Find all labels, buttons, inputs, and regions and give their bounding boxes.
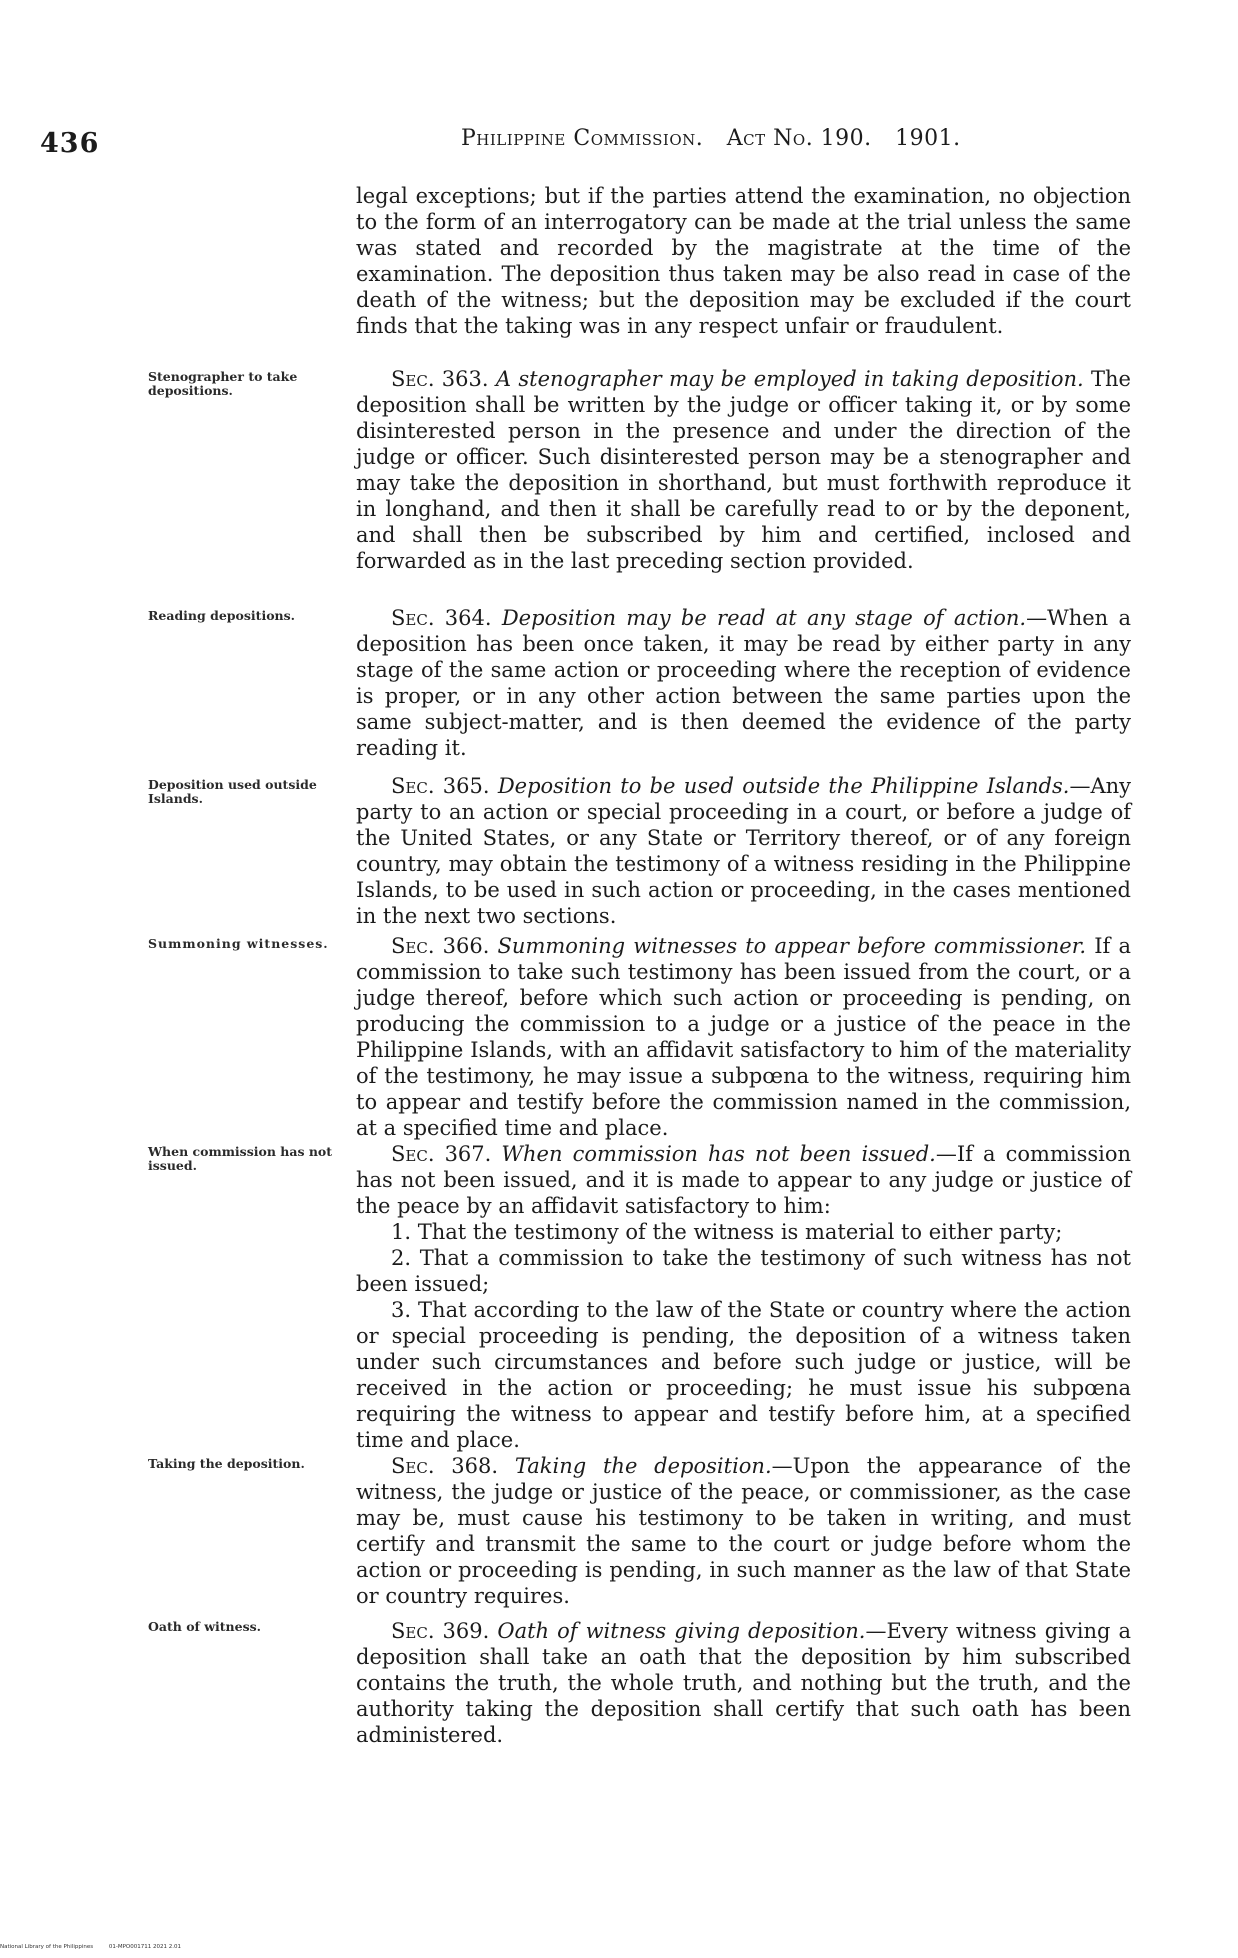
margin-note-363: Stenographer to take depositions. (148, 369, 298, 398)
margin-note-366: Summoning witnesses. (148, 936, 329, 951)
section-paragraph (356, 933, 1131, 1141)
scan-footer (0, 1944, 195, 1950)
margin-note-368: Taking the deposition. (148, 1456, 305, 1471)
section-title: Taking the deposition. (514, 1454, 772, 1478)
margin-note-367: When commission has not issued. (148, 1144, 333, 1173)
section-title: Oath of witness giving deposition. (497, 1619, 866, 1643)
section-paragraph (356, 366, 1131, 574)
margin-note-369: Oath of witness. (148, 1619, 262, 1634)
section-text: —Every witness giving a deposition shall take an oath that the deposition by him subscribed contains the truth, the whole truth, and nothing but the truth, and the authority taking the deposition shall certify that such oath has been administered. (356, 1619, 1132, 1747)
section-number: Sec. 365. (391, 774, 490, 798)
section-number: Sec. 368. (391, 1454, 499, 1478)
page-number: 436 (40, 128, 100, 159)
list-item: 1. That the testimony of the witness is material to either party; (391, 1220, 1063, 1244)
section-363 (356, 366, 1131, 574)
section-number: Sec. 369. (391, 1619, 490, 1643)
section-text: —Upon the appearance of the witness, the judge or justice of the peace, or commissioner, as the case may be, must cause his testimony to be taken in writing, and must certify and transmit the same to the court or judge before whom the action or proceeding is pending, in such manner as the law of that State or country requires. (356, 1454, 1131, 1608)
margin-note-364: Reading depositions. (148, 608, 296, 623)
list-item: 2. That a commission to take the testimony of such witness has not been issued; (356, 1246, 1131, 1296)
section-text: —If a commission has not been issued, and it is made to appear to any judge or justice of the peace by an affidavit satisfactory to him: (356, 1142, 1132, 1218)
continuation-block (356, 183, 1131, 339)
section-text: —Any party to an action or special proceeding in a court, or before a judge of the United States, or any State or Territory thereof, or of any foreign country, may obtain the testimony of a witness residing in the Philippine Islands, to be used in such action or proceeding, in the cases mentioned in the next two sections. (356, 774, 1132, 928)
section-369 (356, 1618, 1131, 1748)
section-366 (356, 933, 1131, 1141)
section-title: Deposition may be read at any stage of action. (501, 606, 1027, 630)
section-paragraph (356, 773, 1131, 929)
section-number: Sec. 363. (391, 367, 489, 391)
footer-library: National Library of the Philippines (0, 1944, 94, 1950)
running-head (461, 126, 977, 151)
section-title: Deposition to be used outside the Philippine Islands. (497, 774, 1070, 798)
section-title: A stenographer may be employed in taking deposition. (495, 367, 1084, 391)
commission-name: Philippine Commission. (461, 126, 704, 151)
list-item: 3. That according to the law of the State or country where the action or special proceeding is pending, the deposition of a witness taken under such circumstances and before such judge or justice, will be received in the action or proceeding; he must issue his subpœna requiring the witness to appear and testify before him, at a specified time and place. (356, 1298, 1131, 1452)
section-paragraph (356, 1141, 1131, 1219)
footer-code: 01-MPO001711 2021 2.01 (108, 1944, 181, 1950)
margin-note-365: Deposition used outside Islands. (148, 777, 317, 806)
act-year: 1901. (895, 126, 961, 151)
section-364 (356, 605, 1131, 761)
section-text: —When a deposition has been once taken, it may be read by either party in any stage of the same action or proceeding where the reception of evidence is proper, or in any other action between the same parties upon the same subject-matter, and is then deemed the evidence of the party reading it. (356, 606, 1131, 760)
section-number: Sec. 366. (391, 934, 490, 958)
section-text: The deposition shall be written by the judge or officer taking it, or by some disinterested person in the presence and under the direction of the judge or officer. Such disinterested person may be a stenographer and may take the deposition in shorthand, but must forthwith reproduce it in longhand, and then it shall be carefully read to or by the deponent, and shall then be subscribed by him and certified, inclosed and forwarded as in the last preceding section provided. (356, 367, 1131, 573)
section-title: Summoning witnesses to appear before commissioner. (497, 934, 1087, 958)
section-368 (356, 1453, 1131, 1609)
section-title: When commission has not been issued. (501, 1142, 936, 1166)
section-text: If a commission to take such testimony has been issued from the court, or a judge thereof, before which such action or proceeding is pending, on producing the commission to a judge or a justice of the peace in the Philippine Islands, with an affidavit satisfactory to him of the materiality of the testimony, he may issue a subpœna to the witness, requiring him to appear and testify before the commission named in the commission, at a specified time and place. (356, 934, 1131, 1140)
section-365 (356, 773, 1131, 929)
section-number: Sec. 364. (391, 606, 492, 630)
section-367 (356, 1141, 1131, 1453)
section-paragraph (356, 605, 1131, 761)
section-number: Sec. 367. (391, 1142, 492, 1166)
continuation-paragraph: legal exceptions; but if the parties attend the examination, no objection to the form of an interrogatory can be made at the trial unless the same was stated and recorded by the magistrate at the time of the examination. The deposition thus taken may be also read in case of the death of the witness; but the deposition may be excluded if the court finds that the taking was in any respect unfair or fraudulent. (356, 184, 1131, 338)
section-paragraph (356, 1618, 1131, 1748)
act-number: Act No. 190. (726, 126, 872, 151)
section-paragraph (356, 1453, 1131, 1609)
